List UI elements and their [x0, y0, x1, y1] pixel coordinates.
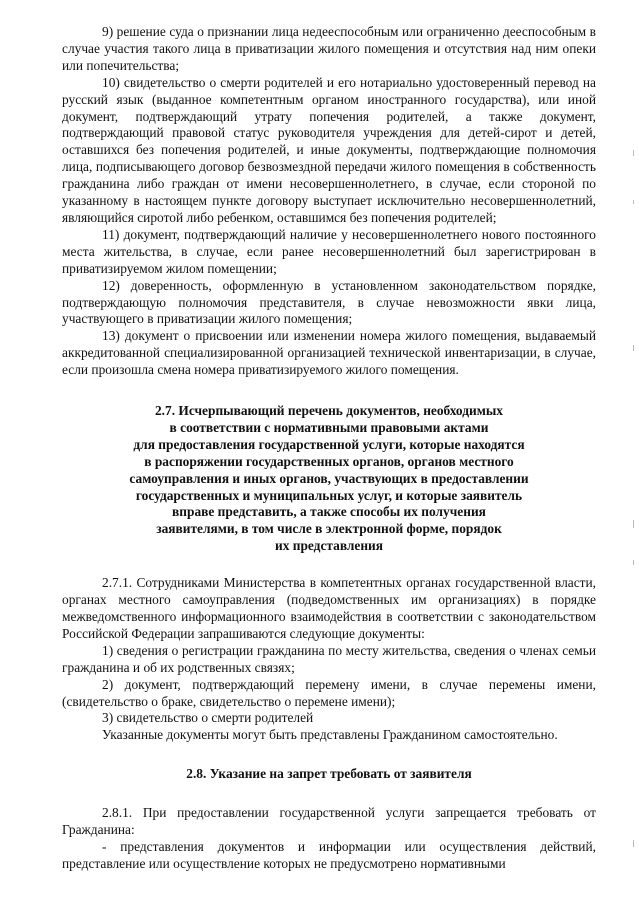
heading-line: в соответствии с нормативными правовыми актами	[169, 419, 489, 435]
heading-line: их представления	[274, 538, 384, 554]
section-2-8-heading: 2.8. Указание на запрет требовать от заявителя	[186, 766, 472, 782]
list-item-9: 9) решение суда о признании лица недееспособным или ограниченно дееспособным в случае участия такого лица в приватизации жилого помещения и отсутствия над ним опеки или попечительства;	[62, 24, 596, 73]
scan-mark	[633, 200, 634, 204]
list-item-10: 10) свидетельство о смерти родителей и его нотариально удостоверенный перевод на русский язык (выданное компетентным органом иностранного государства), или иной документ, подтверждающий утрату попечения родителей, а также документ, подтверждающий правовой статус руководителя учреждения для детей-сирот и детей, оставшихся без попечения родителей, и иные документы, подтверждающие полномочия лица, подписывающего договор безвозмездной передачи жилого помещения в собственность гражданина либо граждан от имени несовершеннолетнего, в случае, если стороной по указанному в настоящем пункте договору выступает исключительно несовершеннолетний, являющийся сиротой либо ребенком, оставшимся без попечения родителей;	[62, 74, 596, 225]
list-item-3: 3) свидетельство о смерти родителей	[102, 710, 314, 726]
spacer	[62, 379, 596, 403]
scan-mark	[633, 345, 634, 351]
heading-line: 2.7. Исчерпывающий перечень документов, необходимых	[154, 403, 503, 419]
scan-mark	[633, 520, 634, 528]
heading-line: заявителями, в том числе в электронной форме, порядок	[156, 521, 502, 537]
paragraph-2-8-1: 2.8.1. При предоставлении государственной услуги запрещается требовать от Гражданина:	[62, 805, 596, 838]
scan-mark	[633, 560, 634, 565]
paragraph-2-7-1: 2.7.1. Сотрудниками Министерства в компетентных органах государственной власти, органах местного самоуправления (подведомственных им организациях) в порядке межведомственного информационного взаимодействия в соответствии с законодательством Российской Федерации запрашиваются следующие документы:	[62, 575, 596, 641]
section-2-7-heading	[62, 403, 596, 555]
list-item-11: 11) документ, подтверждающий наличие у несовершеннолетнего нового постоянного места жительства, в случае, если ранее несовершеннолетний был зарегистрирован в приватизируемом жилом помещении;	[62, 226, 596, 276]
scan-mark	[633, 840, 634, 847]
heading-line: государственных и муниципальных услуг, и которые заявитель	[135, 487, 523, 503]
list-item-2: 2) документ, подтверждающий перемену имени, в случае перемены имени, (свидетельство о браке, свидетельство о перемене имени);	[62, 676, 596, 709]
list-item-1: 1) сведения о регистрации гражданина по месту жительства, сведения о членах семьи гражданина и об их родственных связях;	[62, 642, 596, 675]
paragraph-note: Указанные документы могут быть представлены Гражданином самостоятельно.	[102, 727, 558, 743]
list-item-13: 13) документ о присвоении или изменении номера жилого помещения, выдаваемый аккредитованной специализированной организацией технической инвентаризации, в случае, если произошла смена номера приватизируемого жилого помещения.	[62, 328, 596, 378]
scan-mark	[633, 150, 634, 156]
spacer	[62, 744, 596, 766]
heading-line: вправе представить, а также способы их получения	[172, 504, 486, 520]
document-page	[62, 24, 596, 873]
heading-line: самоуправления и иных органов, участвующих в предоставлении	[129, 470, 529, 486]
heading-line: в распоряжении государственных органов, органов местного	[144, 453, 514, 469]
scan-edge-marks	[633, 0, 637, 904]
spacer	[62, 783, 596, 805]
list-item-12: 12) доверенность, оформленную в установленном законодательством порядке, подтверждающую полномочия представителя, в случае невозможности явки лица, участвующего в приватизации жилого помещения;	[62, 277, 596, 327]
paragraph-2-8-1-item: - представления документов и информации или осуществления действий, представление или осуществление которых не предусмотрено нормативными	[62, 838, 596, 871]
spacer	[62, 555, 596, 575]
heading-line: для предоставления государственной услуги, которые находятся	[133, 436, 525, 452]
